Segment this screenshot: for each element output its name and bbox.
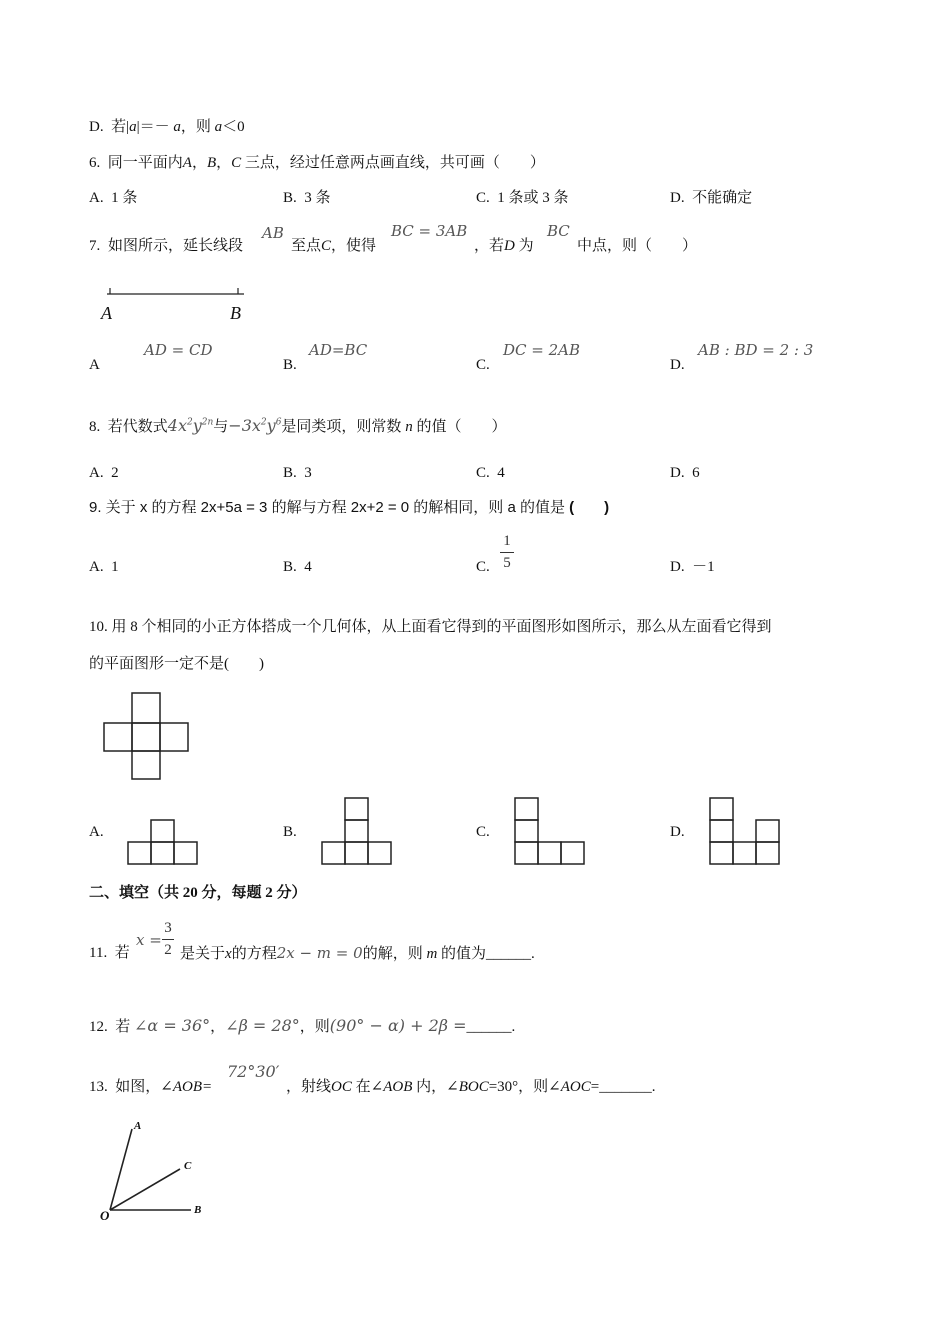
- q7-option-c-label: C.: [476, 357, 490, 373]
- q9-option-c-label: C.: [476, 559, 490, 575]
- q9-option-b: B. 4: [283, 559, 312, 575]
- q7-text-4: 中点，则（ ）: [577, 238, 698, 254]
- q8-option-b: B. 3: [283, 465, 312, 481]
- q13-label-a: A: [134, 1120, 142, 1132]
- q10-option-b-label: B.: [283, 824, 297, 840]
- q6-stem: 6. 同一平面内A，B，C 三点，经过任意两点画直线，共可画（ ）: [89, 155, 545, 171]
- q9-option-d: D. －1: [670, 559, 715, 575]
- q8-option-d: D. 6: [670, 465, 700, 481]
- q9-option-c-fraction: [500, 533, 514, 572]
- q13-text-2: ，射线OC 在∠AOB 内，∠BOC=30°，则∠AOC=_______.: [286, 1079, 656, 1095]
- q10-option-b-figure: [318, 790, 394, 870]
- q10-top-view-figure: [100, 688, 195, 783]
- q11-x-eq: x =: [136, 931, 162, 949]
- q9-option-a: A. 1: [89, 559, 119, 575]
- q13-label-c: C: [184, 1160, 192, 1172]
- q11-num: 11. 若: [89, 945, 130, 961]
- q7-math-bc3ab: BC = 3AB: [391, 222, 468, 240]
- q7-text-2: 至点C，使得: [291, 238, 377, 254]
- q7-text-1: 如图所示，延长线段: [108, 238, 244, 254]
- q13-label-o: O: [100, 1208, 110, 1223]
- q5-option-d: D. 若|a|＝－ a，则 a＜0: [89, 119, 245, 135]
- fraction-denominator: 5: [503, 555, 511, 571]
- q11-text: 是关于x的方程2x − m = 0的解，则 m 的值为______.: [180, 944, 535, 962]
- q10-option-a-label: A.: [89, 824, 104, 840]
- q8-stem: 8. 若代数式$4x^2y^{2n}$与$-3x^2y^6$是同类项，则常数 n 的值（ ）: [89, 416, 507, 435]
- q7-option-a-math: AD = CD: [144, 341, 213, 359]
- q8-option-c: C. 4: [476, 465, 505, 481]
- q10-stem-line2: 的平面图形一定不是( ): [89, 656, 264, 672]
- q6-option-d: D. 不能确定: [670, 190, 753, 206]
- q7-option-d-math: AB : BD = 2 : 3: [698, 341, 814, 359]
- q10-option-d-figure: [706, 790, 782, 870]
- fraction-numerator: 1: [503, 533, 511, 549]
- q7-option-b-math: AD=BC: [309, 341, 368, 359]
- q13-angle-value: 72°30′: [227, 1062, 280, 1081]
- fraction-numerator: 3: [164, 920, 172, 936]
- q11-fraction: [162, 920, 174, 959]
- q7-math-ab: AB: [262, 224, 284, 242]
- q6-option-c: C. 1 条或 3 条: [476, 190, 569, 206]
- q6-option-b: B. 3 条: [283, 190, 331, 206]
- q7-option-c-math: DC = 2AB: [503, 341, 581, 359]
- q10-option-a-figure: [124, 790, 200, 870]
- q10-stem-line1: 10. 用 8 个相同的小正方体搭成一个几何体，从上面看它得到的平面图形如图所示，那么从左面看它得到: [89, 619, 772, 635]
- q13-label-b: B: [194, 1204, 202, 1216]
- ray-oa: [110, 1129, 132, 1210]
- q10-option-c-label: C.: [476, 824, 490, 840]
- q7-option-b-label: B.: [283, 357, 297, 373]
- ray-oc: [110, 1169, 180, 1210]
- q10-option-d-label: D.: [670, 824, 685, 840]
- q7-math-bc: BC: [547, 222, 570, 240]
- q6-option-a: A. 1 条: [89, 190, 138, 206]
- q7-num: 7.: [89, 238, 101, 254]
- q7-text-3: ，若D 为: [474, 238, 534, 254]
- q10-option-c-figure: [511, 790, 587, 870]
- q7-label-a: A: [101, 303, 112, 323]
- q9-stem: 9. 关于 x 的方程 2x+5a = 3 的解与方程 2x+2 = 0 的解相同，则 a 的值是 ( ): [89, 499, 610, 516]
- q7-label-b: B: [230, 303, 241, 323]
- section-2-title: 二、填空（共 20 分，每题 2 分）: [89, 885, 307, 901]
- q7-option-d-label: D.: [670, 357, 685, 373]
- fraction-denominator: 2: [164, 942, 172, 958]
- q12-line: 12. 若 ∠α = 36°，∠β = 28°，则(90° − α) + 2β =______.: [89, 1016, 516, 1035]
- q8-option-a: A. 2: [89, 465, 119, 481]
- q13-text-1: 13. 如图，∠AOB=: [89, 1079, 213, 1095]
- q7-option-a-label: A: [89, 357, 100, 373]
